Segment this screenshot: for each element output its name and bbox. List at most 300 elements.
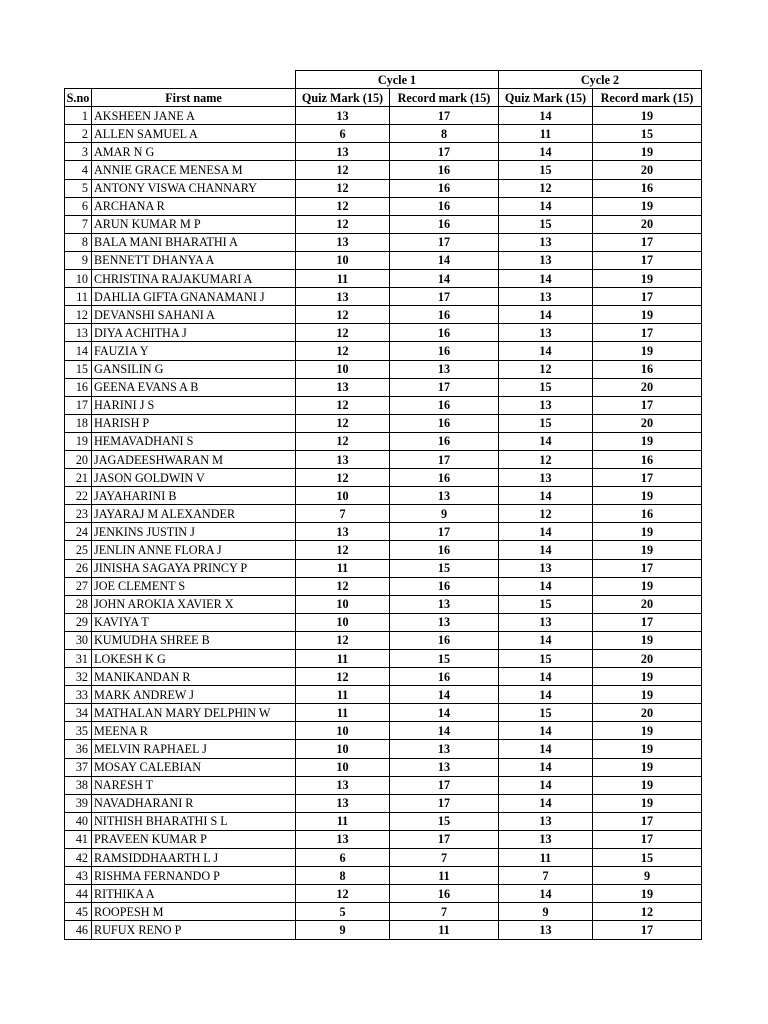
cycle-2-quiz-cell: 14	[499, 342, 593, 360]
first-name-cell: RITHIKA A	[92, 885, 296, 903]
cycle-2-record-cell: 17	[593, 251, 702, 269]
cycle-1-quiz-cell: 12	[296, 577, 390, 595]
cycle-2-quiz-cell: 14	[499, 143, 593, 161]
table-row	[65, 903, 702, 921]
cycle-2-quiz-cell: 15	[499, 215, 593, 233]
cycle-2-record-cell: 19	[593, 306, 702, 324]
first-name-cell: NAVADHARANI R	[92, 794, 296, 812]
cycle-2-record-cell: 19	[593, 885, 702, 903]
cycle-1-record-cell: 13	[390, 360, 499, 378]
sno-cell: 3	[65, 143, 92, 161]
cycle-1-record-cell: 16	[390, 577, 499, 595]
sno-cell: 18	[65, 414, 92, 432]
cycle-1-record-cell: 14	[390, 251, 499, 269]
first-name-cell: BENNETT DHANYA A	[92, 251, 296, 269]
cycle-2-quiz-cell: 9	[499, 903, 593, 921]
cycle-1-record-cell: 16	[390, 432, 499, 450]
first-name-cell: HARINI J S	[92, 396, 296, 414]
marks-table-body	[65, 107, 702, 939]
cycle-2-quiz-cell: 13	[499, 830, 593, 848]
cycle-2-quiz-cell: 13	[499, 251, 593, 269]
sno-cell: 34	[65, 704, 92, 722]
sno-cell: 36	[65, 740, 92, 758]
header-blank-cell	[65, 71, 296, 89]
cycle-2-quiz-cell: 15	[499, 378, 593, 396]
cycle-2-quiz-cell: 13	[499, 469, 593, 487]
cycle-1-quiz-cell: 10	[296, 613, 390, 631]
cycle-1-record-cell: 15	[390, 650, 499, 668]
cycle-2-quiz-cell: 13	[499, 324, 593, 342]
cycle-2-quiz-cell: 14	[499, 541, 593, 559]
cycle-2-record-cell: 15	[593, 125, 702, 143]
table-row	[65, 541, 702, 559]
sno-cell: 32	[65, 668, 92, 686]
table-row	[65, 631, 702, 649]
cycle-1-record-cell: 17	[390, 233, 499, 251]
cycle-2-record-cell: 19	[593, 794, 702, 812]
cycle-2-record-cell: 20	[593, 704, 702, 722]
sno-cell: 33	[65, 686, 92, 704]
cycle-2-record-cell: 16	[593, 450, 702, 468]
sno-cell: 25	[65, 541, 92, 559]
cycle-1-record-cell: 15	[390, 559, 499, 577]
first-name-cell: DAHLIA GIFTA GNANAMANI J	[92, 288, 296, 306]
cycle-1-quiz-cell: 10	[296, 722, 390, 740]
cycle-2-quiz-cell: 14	[499, 794, 593, 812]
table-row	[65, 306, 702, 324]
cycle-2-record-cell: 20	[593, 215, 702, 233]
cycle-2-quiz-cell: 15	[499, 704, 593, 722]
cycle-header-row	[65, 71, 702, 89]
cycle-1-record-cell: 16	[390, 631, 499, 649]
cycle-1-quiz-cell: 12	[296, 179, 390, 197]
table-row	[65, 776, 702, 794]
sno-cell: 28	[65, 595, 92, 613]
cycle-2-quiz-cell: 14	[499, 631, 593, 649]
cycle-1-quiz-cell: 13	[296, 830, 390, 848]
first-name-cell: KUMUDHA SHREE B	[92, 631, 296, 649]
cycle-2-record-cell: 17	[593, 396, 702, 414]
cycle-1-record-cell: 16	[390, 306, 499, 324]
first-name-cell: NARESH T	[92, 776, 296, 794]
cycle-2-record-cell: 19	[593, 107, 702, 125]
cycle-1-record-cell: 17	[390, 143, 499, 161]
cycle-2-record-cell: 19	[593, 342, 702, 360]
table-row	[65, 668, 702, 686]
cycle-1-quiz-cell: 10	[296, 360, 390, 378]
sno-cell: 9	[65, 251, 92, 269]
first-name-cell: RUFUX RENO P	[92, 921, 296, 939]
cycle-1-quiz-cell: 12	[296, 885, 390, 903]
sno-cell: 35	[65, 722, 92, 740]
cycle-1-quiz-cell: 12	[296, 541, 390, 559]
first-name-cell: ARCHANA R	[92, 197, 296, 215]
sno-cell: 14	[65, 342, 92, 360]
sno-cell: 20	[65, 450, 92, 468]
sno-cell: 1	[65, 107, 92, 125]
cycle-1-record-cell: 11	[390, 921, 499, 939]
sno-cell: 38	[65, 776, 92, 794]
cycle-2-record-cell: 19	[593, 686, 702, 704]
table-row	[65, 505, 702, 523]
cycle-1-record-cell: 17	[390, 776, 499, 794]
first-name-cell: JAYARAJ M ALEXANDER	[92, 505, 296, 523]
cycle-1-quiz-cell: 13	[296, 288, 390, 306]
cycle-1-record-cell: 13	[390, 595, 499, 613]
table-row	[65, 342, 702, 360]
cycle-1-quiz-cell: 12	[296, 342, 390, 360]
cycle-2-quiz-cell: 14	[499, 758, 593, 776]
cycle-2-record-cell: 12	[593, 903, 702, 921]
cycle-1-record-cell: 17	[390, 107, 499, 125]
table-row	[65, 161, 702, 179]
cycle-1-quiz-cell: 13	[296, 794, 390, 812]
cycle-1-quiz-cell: 12	[296, 197, 390, 215]
first-name-cell: ANTONY VISWA CHANNARY	[92, 179, 296, 197]
first-name-cell: FAUZIA Y	[92, 342, 296, 360]
first-name-cell: JINISHA SAGAYA PRINCY P	[92, 559, 296, 577]
sno-cell: 24	[65, 523, 92, 541]
sno-cell: 40	[65, 812, 92, 830]
sno-cell: 41	[65, 830, 92, 848]
cycle-2-header: Cycle 2	[499, 71, 702, 89]
table-row	[65, 487, 702, 505]
table-row	[65, 324, 702, 342]
cycle-2-record-cell: 17	[593, 921, 702, 939]
cycle-1-quiz-cell: 13	[296, 233, 390, 251]
cycle-2-quiz-cell: 14	[499, 885, 593, 903]
first-name-cell: MEENA R	[92, 722, 296, 740]
first-name-cell: HEMAVADHANI S	[92, 432, 296, 450]
first-name-cell: RAMSIDDHAARTH L J	[92, 849, 296, 867]
table-row	[65, 523, 702, 541]
sno-cell: 45	[65, 903, 92, 921]
cycle-2-record-cell: 17	[593, 233, 702, 251]
sno-cell: 42	[65, 849, 92, 867]
cycle-1-record-cell: 17	[390, 830, 499, 848]
table-row	[65, 288, 702, 306]
cycle-2-quiz-cell: 13	[499, 559, 593, 577]
sno-cell: 30	[65, 631, 92, 649]
cycle-1-quiz-cell: 13	[296, 143, 390, 161]
cycle-2-quiz-cell: 12	[499, 505, 593, 523]
first-name-cell: MATHALAN MARY DELPHIN W	[92, 704, 296, 722]
table-row	[65, 650, 702, 668]
cycle-1-record-cell: 16	[390, 668, 499, 686]
cycle-2-record-cell: 19	[593, 722, 702, 740]
sno-cell: 15	[65, 360, 92, 378]
cycle-1-record-cell: 16	[390, 469, 499, 487]
cycle-2-record-cell: 19	[593, 577, 702, 595]
cycle-2-quiz-cell: 15	[499, 414, 593, 432]
table-row	[65, 360, 702, 378]
cycle-1-quiz-cell: 12	[296, 469, 390, 487]
cycle-2-quiz-cell: 14	[499, 577, 593, 595]
cycle-2-record-header: Record mark (15)	[593, 89, 702, 107]
cycle-1-record-cell: 13	[390, 613, 499, 631]
cycle-2-quiz-cell: 13	[499, 812, 593, 830]
table-row	[65, 740, 702, 758]
sno-cell: 46	[65, 921, 92, 939]
cycle-1-quiz-cell: 5	[296, 903, 390, 921]
table-row	[65, 613, 702, 631]
cycle-1-quiz-cell: 11	[296, 270, 390, 288]
first-name-cell: MARK ANDREW J	[92, 686, 296, 704]
table-row	[65, 559, 702, 577]
cycle-2-record-cell: 19	[593, 197, 702, 215]
cycle-1-record-cell: 16	[390, 215, 499, 233]
sno-cell: 13	[65, 324, 92, 342]
sno-cell: 31	[65, 650, 92, 668]
cycle-2-quiz-cell: 14	[499, 432, 593, 450]
sno-cell: 22	[65, 487, 92, 505]
marks-table	[64, 70, 702, 940]
cycle-2-quiz-cell: 14	[499, 523, 593, 541]
first-name-cell: JAGADEESHWARAN M	[92, 450, 296, 468]
cycle-2-record-cell: 16	[593, 360, 702, 378]
cycle-2-record-cell: 19	[593, 523, 702, 541]
first-name-cell: GANSILIN G	[92, 360, 296, 378]
cycle-2-quiz-cell: 7	[499, 867, 593, 885]
cycle-2-record-cell: 17	[593, 812, 702, 830]
cycle-2-quiz-cell: 13	[499, 288, 593, 306]
sno-cell: 43	[65, 867, 92, 885]
cycle-1-quiz-header: Quiz Mark (15)	[296, 89, 390, 107]
cycle-1-record-cell: 17	[390, 794, 499, 812]
cycle-2-quiz-cell: 13	[499, 921, 593, 939]
cycle-2-quiz-cell: 12	[499, 450, 593, 468]
cycle-2-record-cell: 19	[593, 487, 702, 505]
cycle-1-record-cell: 16	[390, 161, 499, 179]
cycle-1-record-cell: 15	[390, 812, 499, 830]
sno-cell: 6	[65, 197, 92, 215]
cycle-1-quiz-cell: 13	[296, 450, 390, 468]
marks-sheet	[64, 70, 701, 940]
cycle-2-quiz-cell: 15	[499, 595, 593, 613]
cycle-1-record-cell: 17	[390, 450, 499, 468]
cycle-1-quiz-cell: 11	[296, 704, 390, 722]
table-row	[65, 469, 702, 487]
cycle-1-record-cell: 14	[390, 722, 499, 740]
table-row	[65, 125, 702, 143]
cycle-1-record-cell: 16	[390, 396, 499, 414]
cycle-2-quiz-cell: 13	[499, 233, 593, 251]
cycle-2-record-cell: 19	[593, 541, 702, 559]
cycle-2-quiz-cell: 15	[499, 650, 593, 668]
first-name-cell: LOKESH K G	[92, 650, 296, 668]
sno-header: S.no	[65, 89, 92, 107]
first-name-cell: AMAR N G	[92, 143, 296, 161]
cycle-2-record-cell: 17	[593, 559, 702, 577]
first-name-cell: HARISH P	[92, 414, 296, 432]
cycle-1-quiz-cell: 12	[296, 161, 390, 179]
table-row	[65, 595, 702, 613]
cycle-1-record-cell: 16	[390, 541, 499, 559]
table-row	[65, 450, 702, 468]
cycle-2-record-cell: 20	[593, 161, 702, 179]
cycle-2-record-cell: 16	[593, 179, 702, 197]
cycle-1-quiz-cell: 11	[296, 650, 390, 668]
cycle-1-record-cell: 8	[390, 125, 499, 143]
cycle-1-quiz-cell: 11	[296, 812, 390, 830]
table-row	[65, 396, 702, 414]
cycle-2-record-cell: 20	[593, 378, 702, 396]
cycle-2-quiz-cell: 14	[499, 487, 593, 505]
first-name-cell: ROOPESH M	[92, 903, 296, 921]
cycle-2-record-cell: 19	[593, 432, 702, 450]
cycle-2-quiz-cell: 14	[499, 107, 593, 125]
cycle-1-record-cell: 13	[390, 740, 499, 758]
cycle-1-quiz-cell: 10	[296, 740, 390, 758]
sno-cell: 44	[65, 885, 92, 903]
first-name-cell: MANIKANDAN R	[92, 668, 296, 686]
table-row	[65, 758, 702, 776]
first-name-cell: AKSHEEN JANE A	[92, 107, 296, 125]
cycle-1-record-cell: 16	[390, 324, 499, 342]
cycle-1-quiz-cell: 12	[296, 306, 390, 324]
first-name-cell: JAYAHARINI B	[92, 487, 296, 505]
first-name-cell: JOHN AROKIA XAVIER X	[92, 595, 296, 613]
cycle-1-quiz-cell: 10	[296, 758, 390, 776]
cycle-1-record-cell: 13	[390, 758, 499, 776]
cycle-2-record-cell: 20	[593, 595, 702, 613]
cycle-1-quiz-cell: 10	[296, 595, 390, 613]
sno-cell: 5	[65, 179, 92, 197]
cycle-2-record-cell: 19	[593, 668, 702, 686]
cycle-1-quiz-cell: 13	[296, 378, 390, 396]
cycle-1-quiz-cell: 9	[296, 921, 390, 939]
cycle-1-quiz-cell: 12	[296, 631, 390, 649]
table-row	[65, 794, 702, 812]
table-row	[65, 849, 702, 867]
table-row	[65, 107, 702, 125]
sno-cell: 11	[65, 288, 92, 306]
cycle-1-record-cell: 14	[390, 686, 499, 704]
cycle-1-record-cell: 9	[390, 505, 499, 523]
sno-cell: 7	[65, 215, 92, 233]
cycle-1-record-cell: 11	[390, 867, 499, 885]
cycle-2-record-cell: 17	[593, 830, 702, 848]
table-row	[65, 722, 702, 740]
table-row	[65, 215, 702, 233]
sno-cell: 4	[65, 161, 92, 179]
cycle-2-record-cell: 19	[593, 143, 702, 161]
column-header-row	[65, 89, 702, 107]
cycle-1-quiz-cell: 12	[296, 668, 390, 686]
first-name-cell: CHRISTINA RAJAKUMARI A	[92, 270, 296, 288]
cycle-1-header: Cycle 1	[296, 71, 499, 89]
table-row	[65, 686, 702, 704]
cycle-1-record-cell: 16	[390, 179, 499, 197]
sno-cell: 26	[65, 559, 92, 577]
sno-cell: 19	[65, 432, 92, 450]
cycle-2-quiz-cell: 13	[499, 613, 593, 631]
sno-cell: 37	[65, 758, 92, 776]
first-name-cell: MOSAY CALEBIAN	[92, 758, 296, 776]
cycle-1-quiz-cell: 11	[296, 559, 390, 577]
cycle-1-record-cell: 16	[390, 342, 499, 360]
cycle-1-quiz-cell: 6	[296, 849, 390, 867]
sno-cell: 39	[65, 794, 92, 812]
first-name-cell: DEVANSHI SAHANI A	[92, 306, 296, 324]
sno-cell: 21	[65, 469, 92, 487]
cycle-1-record-cell: 17	[390, 523, 499, 541]
cycle-1-record-cell: 7	[390, 903, 499, 921]
cycle-2-record-cell: 17	[593, 288, 702, 306]
cycle-2-quiz-cell: 15	[499, 161, 593, 179]
table-row	[65, 251, 702, 269]
sno-cell: 8	[65, 233, 92, 251]
cycle-1-quiz-cell: 13	[296, 523, 390, 541]
first-name-cell: NITHISH BHARATHI S L	[92, 812, 296, 830]
cycle-1-record-cell: 16	[390, 414, 499, 432]
first-name-cell: JENLIN ANNE FLORA J	[92, 541, 296, 559]
cycle-2-record-cell: 9	[593, 867, 702, 885]
cycle-2-record-cell: 19	[593, 631, 702, 649]
table-row	[65, 270, 702, 288]
sno-cell: 16	[65, 378, 92, 396]
cycle-2-record-cell: 17	[593, 469, 702, 487]
cycle-2-quiz-cell: 14	[499, 686, 593, 704]
cycle-2-quiz-cell: 14	[499, 776, 593, 794]
cycle-2-quiz-cell: 14	[499, 197, 593, 215]
cycle-2-quiz-cell: 14	[499, 668, 593, 686]
table-row	[65, 577, 702, 595]
sno-cell: 23	[65, 505, 92, 523]
cycle-2-record-cell: 19	[593, 758, 702, 776]
cycle-1-quiz-cell: 10	[296, 251, 390, 269]
first-name-cell: ANNIE GRACE MENESA M	[92, 161, 296, 179]
first-name-cell: JENKINS JUSTIN J	[92, 523, 296, 541]
cycle-1-record-cell: 17	[390, 378, 499, 396]
cycle-1-quiz-cell: 12	[296, 432, 390, 450]
cycle-1-quiz-cell: 12	[296, 414, 390, 432]
cycle-2-quiz-cell: 14	[499, 740, 593, 758]
cycle-1-quiz-cell: 6	[296, 125, 390, 143]
cycle-1-record-cell: 14	[390, 270, 499, 288]
table-row	[65, 921, 702, 939]
cycle-2-quiz-cell: 12	[499, 179, 593, 197]
cycle-2-record-cell: 17	[593, 324, 702, 342]
cycle-1-quiz-cell: 13	[296, 107, 390, 125]
first-name-cell: RISHMA FERNANDO P	[92, 867, 296, 885]
table-row	[65, 197, 702, 215]
table-row	[65, 233, 702, 251]
sno-cell: 12	[65, 306, 92, 324]
first-name-cell: BALA MANI BHARATHI A	[92, 233, 296, 251]
cycle-2-record-cell: 20	[593, 414, 702, 432]
sno-cell: 29	[65, 613, 92, 631]
first-name-cell: JASON GOLDWIN V	[92, 469, 296, 487]
sno-cell: 2	[65, 125, 92, 143]
cycle-2-record-cell: 15	[593, 849, 702, 867]
cycle-2-quiz-cell: 14	[499, 722, 593, 740]
cycle-1-quiz-cell: 8	[296, 867, 390, 885]
table-row	[65, 812, 702, 830]
cycle-1-quiz-cell: 10	[296, 487, 390, 505]
cycle-2-quiz-cell: 11	[499, 849, 593, 867]
cycle-1-quiz-cell: 12	[296, 396, 390, 414]
cycle-2-quiz-cell: 12	[499, 360, 593, 378]
cycle-2-quiz-cell: 11	[499, 125, 593, 143]
cycle-1-record-header: Record mark (15)	[390, 89, 499, 107]
cycle-2-record-cell: 17	[593, 613, 702, 631]
cycle-2-record-cell: 19	[593, 270, 702, 288]
table-row	[65, 179, 702, 197]
table-row	[65, 830, 702, 848]
table-row	[65, 378, 702, 396]
cycle-2-record-cell: 16	[593, 505, 702, 523]
